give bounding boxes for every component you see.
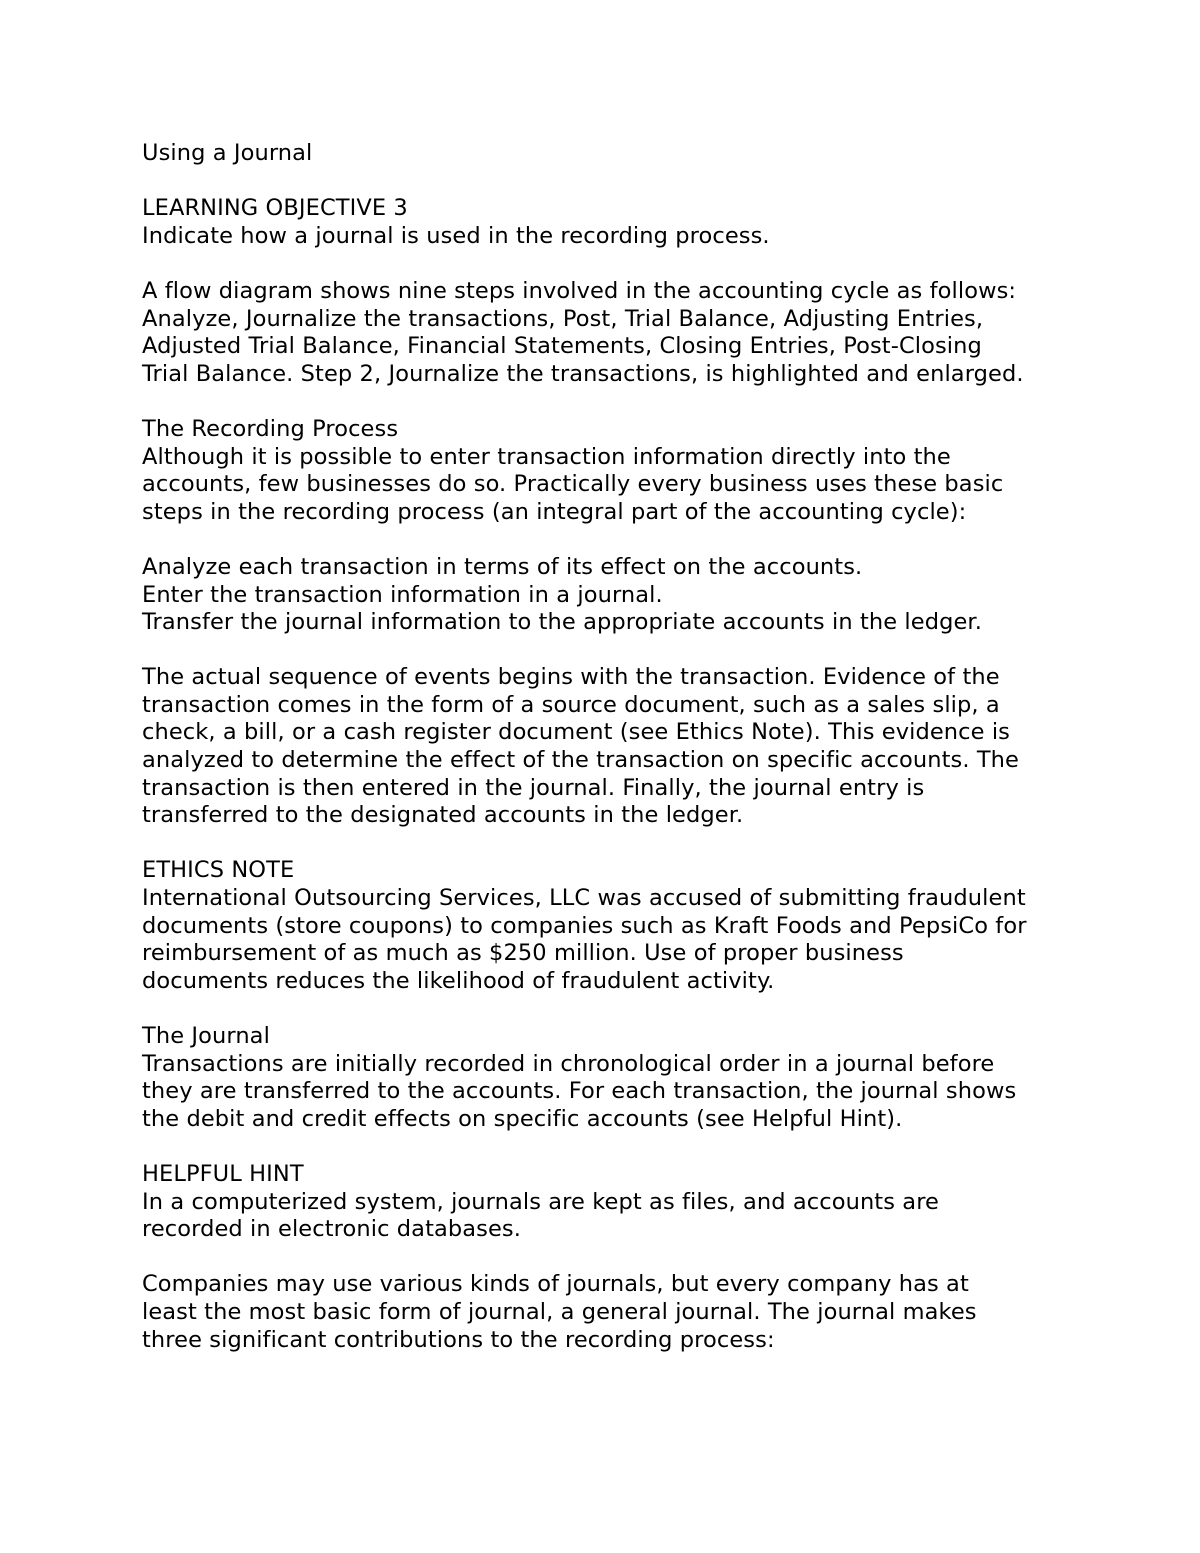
spacer xyxy=(142,250,1082,278)
paragraph-line: A flow diagram shows nine steps involved in the accounting cycle as follows: xyxy=(142,277,1017,304)
journal-paragraph xyxy=(142,1051,1082,1134)
spacer xyxy=(142,168,1082,196)
ethics-note-heading: ETHICS NOTE xyxy=(142,857,295,884)
paragraph-line: three significant contributions to the recording process: xyxy=(142,1326,775,1353)
steps-list xyxy=(142,554,1082,637)
document-page xyxy=(142,140,1082,1354)
paragraph-line: the debit and credit effects on specific accounts (see Helpful Hint). xyxy=(142,1105,903,1132)
sequence-paragraph xyxy=(142,664,1082,830)
paragraph-line: Trial Balance. Step 2, Journalize the transactions, is highlighted and enlarged. xyxy=(142,360,1024,387)
paragraph-line: International Outsourcing Services, LLC was accused of submitting fraudulent xyxy=(142,885,1026,912)
paragraph-line: documents (store coupons) to companies such as Kraft Foods and PepsiCo for xyxy=(142,912,1027,939)
paragraph-line: Transactions are initially recorded in chronological order in a journal before xyxy=(142,1050,995,1077)
helpful-hint-paragraph xyxy=(142,1189,1082,1244)
paragraph-line: The actual sequence of events begins with the transaction. Evidence of the xyxy=(142,664,1000,691)
paragraph-line: transaction is then entered in the journal. Finally, the journal entry is xyxy=(142,774,925,801)
objective-text: Indicate how a journal is used in the recording process. xyxy=(142,222,770,249)
paragraph-line: accounts, few businesses do so. Practically every business uses these basic xyxy=(142,471,1004,498)
paragraph-line: analyzed to determine the effect of the transaction on specific accounts. The xyxy=(142,747,1019,774)
spacer xyxy=(142,1244,1082,1272)
journal-heading: The Journal xyxy=(142,1023,270,1049)
helpful-hint-heading: HELPFUL HINT xyxy=(142,1160,304,1187)
paragraph-line: transaction comes in the form of a source document, such as a sales slip, a xyxy=(142,691,1000,718)
paragraph-line: transferred to the designated accounts in the ledger. xyxy=(142,802,744,829)
recording-process-paragraph xyxy=(142,444,1082,527)
paragraph-line: recorded in electronic databases. xyxy=(142,1216,521,1243)
paragraph-line: they are transferred to the accounts. For each transaction, the journal shows xyxy=(142,1078,1017,1105)
objective-heading: LEARNING OBJECTIVE 3 xyxy=(142,195,408,222)
paragraph-line: Companies may use various kinds of journals, but every company has at xyxy=(142,1271,969,1298)
paragraph-line: In a computerized system, journals are kept as files, and accounts are xyxy=(142,1188,939,1215)
spacer xyxy=(142,388,1082,416)
paragraph-line: least the most basic form of journal, a general journal. The journal makes xyxy=(142,1298,977,1325)
spacer xyxy=(142,995,1082,1023)
closing-paragraph xyxy=(142,1271,1082,1354)
spacer xyxy=(142,637,1082,665)
paragraph-line: Adjusted Trial Balance, Financial Statements, Closing Entries, Post-Closing xyxy=(142,333,982,360)
paragraph-line: Analyze, Journalize the transactions, Post, Trial Balance, Adjusting Entries, xyxy=(142,305,984,332)
step-item: Enter the transaction information in a journal. xyxy=(142,581,663,608)
paragraph-line: Although it is possible to enter transaction information directly into the xyxy=(142,443,951,470)
paragraph-line: check, a bill, or a cash register document (see Ethics Note). This evidence is xyxy=(142,719,1010,746)
paragraph-line: reimbursement of as much as $250 million. Use of proper business xyxy=(142,940,904,967)
spacer xyxy=(142,526,1082,554)
ethics-note-paragraph xyxy=(142,885,1082,995)
step-item: Analyze each transaction in terms of its effect on the accounts. xyxy=(142,553,863,580)
recording-process-heading: The Recording Process xyxy=(142,415,399,442)
step-item: Transfer the journal information to the appropriate accounts in the ledger. xyxy=(142,609,982,636)
spacer xyxy=(142,830,1082,858)
paragraph-line: documents reduces the likelihood of fraudulent activity. xyxy=(142,967,775,994)
spacer xyxy=(142,1133,1082,1161)
flow-paragraph xyxy=(142,278,1082,388)
document-title: Using a Journal xyxy=(142,140,313,166)
paragraph-line: steps in the recording process (an integral part of the accounting cycle): xyxy=(142,498,967,525)
